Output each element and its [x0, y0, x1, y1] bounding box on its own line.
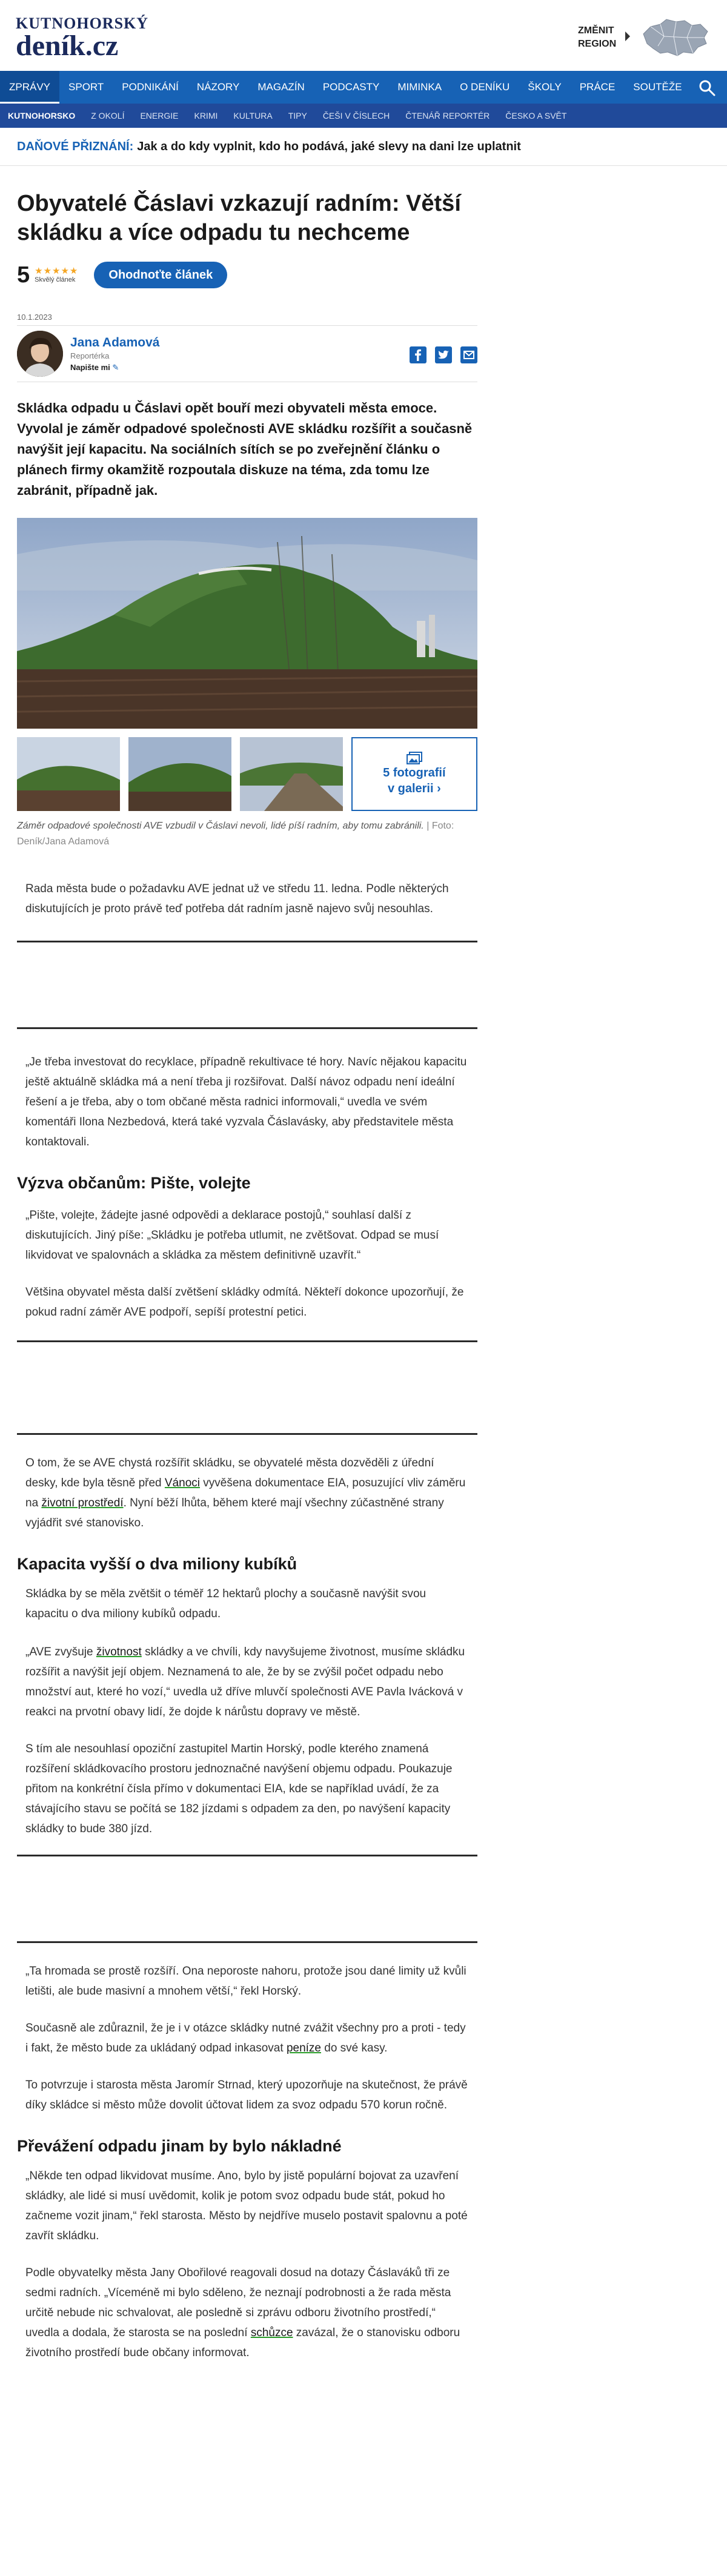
caption-credit: Foto: Deník/Jana Adamová: [17, 821, 454, 847]
gallery-link-text: v galerii ›: [387, 782, 441, 795]
link-vanoce[interactable]: Vánoci: [164, 1477, 201, 1489]
photo-caption: Záměr odpadové společnosti AVE vzbudil v Čáslavi nevoli, lidé píší radním, aby tomu zabránili. | Foto: Deník/Jana Adamová: [17, 821, 454, 847]
photo-gallery-icon: [406, 752, 423, 765]
czech-map-icon[interactable]: [640, 16, 711, 58]
share-buttons: [410, 346, 477, 363]
ad-slot: [17, 942, 477, 1027]
nav-sport[interactable]: SPORT: [68, 81, 104, 93]
article: [17, 189, 477, 2363]
article-rating: [17, 260, 477, 290]
region-label-2: REGION: [578, 39, 617, 49]
link-penize[interactable]: peníze: [286, 2042, 321, 2055]
landfill-photo: [17, 518, 477, 729]
rating-value: 5: [17, 262, 30, 288]
paragraph-3: „Pište, volejte, žádejte jasné odpovědi a deklarace postojů,“ souhlasí další z diskutujících. Jiný píše: „Skládku je potřeba utlumit, ne zvětšovat. Odpad se musí likvidovat ve spalovnách a skládka za městem definitivně uzavřít.“: [25, 1209, 439, 1262]
gallery-thumb[interactable]: [128, 737, 231, 811]
subnav-energie[interactable]: ENERGIE: [140, 111, 179, 121]
subnav-kutnohorsko[interactable]: KUTNOHORSKO: [8, 111, 76, 121]
paragraph-2: „Je třeba investovat do recyklace, případně rekultivace té hory. Navíc nějakou kapacitu ještě aktuálně skládka má a není třeba ji rozšiřovat. Další návoz odpadu není ideální řešení a je třeba, aby o tom občané města radnici informovali,“ uvedla ve svém komentáři Ilona Nezbedová, která také vyzvala Čáslavásky, aby představitele města kontaktovali.: [25, 1056, 467, 1148]
subnav-kultura[interactable]: KULTURA: [233, 111, 273, 121]
subnav-krimi[interactable]: KRIMI: [194, 111, 218, 121]
region-label-1: ZMĚNIT: [578, 25, 614, 36]
nav-podnikani[interactable]: PODNIKÁNÍ: [122, 81, 179, 93]
subheading-2: Kapacita vyšší o dva miliony kubíků: [17, 1555, 297, 1573]
gallery-count: 5 fotografií: [383, 766, 446, 780]
nav-podcasty[interactable]: PODCASTY: [322, 81, 380, 93]
logo-brand: deník.cz: [16, 30, 119, 62]
subheading-1: Výzva občanům: Pište, volejte: [17, 1174, 251, 1192]
nav-miminka[interactable]: MIMINKA: [397, 81, 442, 93]
author-avatar[interactable]: [17, 331, 63, 377]
email-icon[interactable]: [460, 346, 477, 363]
subnav-cesi-v-cislech[interactable]: ČEŠI V ČÍSLECH: [322, 111, 390, 121]
write-label: Napište mi: [70, 362, 110, 372]
subnav-z-okoli[interactable]: Z OKOLÍ: [91, 111, 125, 121]
link-zivotnost[interactable]: životnost: [96, 1646, 142, 1658]
twitter-icon[interactable]: [435, 346, 452, 363]
avatar-image: [17, 331, 63, 377]
author-role: Reportérka: [70, 351, 110, 360]
write-to-author-link[interactable]: [70, 363, 159, 372]
author-box: [17, 326, 477, 382]
chevron-right-icon: [625, 31, 630, 41]
author-name[interactable]: Jana Adamová: [70, 335, 160, 349]
gallery-thumb[interactable]: [240, 737, 343, 811]
article-title: Obyvatelé Čáslavi vzkazují radním: Větší skládku a více odpadu tu nechceme: [17, 191, 461, 245]
gallery-thumbnails: [17, 737, 477, 811]
site-logo[interactable]: [16, 15, 148, 60]
thumb-image: [128, 737, 231, 811]
change-region-button[interactable]: [578, 24, 616, 51]
ad-slot: [17, 1856, 477, 1941]
edit-icon: ✎: [112, 362, 119, 372]
site-header: [0, 0, 727, 71]
paragraph-4: Většina obyvatel města další zvětšení skládky odmítá. Někteří dokonce upozorňují, že pokud radní záměr AVE podpoří, sepíší protestní petici.: [25, 1286, 464, 1319]
paragraph-7: „AVE zvyšuje životnost skládky a ve chvíli, kdy navyšujeme životnost, musíme skládku rozšířit a navýšit její objem. Neznamená to ale, že by se zvýšil počet odpadu nebo množství aut, které ho vozí,“ uvedla už dříve mluvčí společnosti AVE Pavla Ivácková v reakci na prvotní obavy lidí, že dojde k nárůstu dopravy ve městě.: [25, 1646, 465, 1718]
paragraph-5: O tom, že se AVE chystá rozšířit skládku, se obyvatelé města dozvěděli z úřední desky, kde byla těsně před Vánoci vyvěšena dokumentace EIA, posuzující vliv záměru na životní prostředí. Nyní běží lhůta, během které mají všechny zúčastněné strany vyjádřit své stanovisko.: [25, 1457, 466, 1529]
search-icon[interactable]: [698, 79, 716, 97]
star-icons: ★★★★★: [35, 266, 79, 276]
sub-navigation: [0, 104, 727, 128]
thumb-image: [240, 737, 343, 811]
paragraph-8: S tím ale nesouhlasí opoziční zastupitel Martin Horský, podle kterého znamená rozšíření skládkovacího prostoru jednoznačné navýšení objemu odpadu. Poukazuje přitom na konkrétní čísla přímo v dokumentaci EIA, kde se například uvádí, že za stávajícího stavu se počítá se 182 jízdami s odpadem za den, po navýšení kapacity skládky to bude 380 jízd.: [25, 1743, 453, 1835]
nav-nazory[interactable]: NÁZORY: [196, 81, 240, 93]
nav-souteze[interactable]: SOUTĚŽE: [633, 81, 682, 93]
gallery-link-button[interactable]: [351, 737, 477, 811]
promo-kicker: DAŇOVÉ PŘIZNÁNÍ:: [17, 139, 134, 153]
nav-skoly[interactable]: ŠKOLY: [528, 81, 562, 93]
paragraph-6: Skládka by se měla zvětšit o téměř 12 hektarů plochy a současně navýšit svou kapacitu o dva miliony kubíků odpadu.: [25, 1588, 427, 1620]
subheading-3: Převážení odpadu jinam by bylo nákladné: [17, 2137, 342, 2155]
article-perex: Skládka odpadu u Čáslavi opět bouří mezi obyvateli města emoce. Vyvolal je záměr odpadové společnosti AVE skládku rozšířit a současně navýšit její kapacitu. Na sociálních sítích se po zveřejnění článku o plánech firmy okamžitě rozpoutala diskuze na téma, zda tomu lze zabránit, případně jak.: [17, 400, 473, 498]
paragraph-11: To potvrzuje i starosta města Jaromír Strnad, který upozorňuje na skutečnost, že právě díky skládce si město může dovolit účtovat lidem za svoz odpadu 570 korun ročně.: [25, 2079, 468, 2111]
main-navigation: [0, 71, 727, 104]
paragraph-13: Podle obyvatelky města Jany Obořilové reagovali dosud na dotazy Čáslaváků tři ze sedmi radních. „Víceméně mi bylo sděleno, že neznají podrobnosti a že rada města určitě nebude nic schvalovat, ale posledně si zprávu odboru životního prostředí,“ uvedla a dodala, že starosta se na poslední schůzce zavázal, že o stanovisku odboru životního prostředí bude občany informovat.: [25, 2266, 460, 2359]
nav-magazin[interactable]: MAGAZÍN: [257, 81, 305, 93]
subnav-cesko-a-svet[interactable]: ČESKO A SVĚT: [505, 111, 567, 121]
promo-text: Jak a do kdy vyplnit, kdo ho podává, jaké slevy na dani lze uplatnit: [137, 139, 521, 153]
gallery-thumb[interactable]: [17, 737, 120, 811]
rating-stars: [35, 267, 78, 283]
thumb-image: [17, 737, 120, 811]
link-zivotni-prostredi[interactable]: životní prostředí: [41, 1497, 124, 1509]
paragraph-12: „Někde ten odpad likvidovat musíme. Ano, bylo by jistě populární bojovat za uzavření skládky, ale lidé si musí uvědomit, kolik je potom svoz odpadu bude stát, pokud ho začneme vozit jinam,“ řekl starosta. Město by nejdříve muselo postavit spalovnu a poté zavřít skládku.: [25, 2170, 468, 2242]
subnav-tipy[interactable]: TIPY: [288, 111, 307, 121]
article-date: 10.1.2023: [17, 313, 477, 326]
nav-prace[interactable]: PRÁCE: [579, 81, 616, 93]
paragraph-10: Současně ale zdůraznil, že je i v otázce skládky nutné zvážit všechny pro a proti - tedy i fakt, že město bude za ukládaný odpad inkasovat peníze do své kasy.: [25, 2022, 466, 2055]
promo-banner[interactable]: [0, 128, 727, 166]
facebook-icon[interactable]: [410, 346, 427, 363]
logo-region: KUTNOHORSKÝ: [16, 15, 149, 32]
paragraph-9: „Ta hromada se prostě rozšíří. Ona neporoste nahoru, protože jsou dané limity už kvůli letišti, ale bude masivní a mnohem větší,“ řekl Horský.: [25, 1965, 466, 1998]
link-schuzce[interactable]: schůzce: [250, 2326, 293, 2339]
rate-article-button[interactable]: Ohodnoťte článek: [94, 262, 227, 288]
paragraph-1: Rada města bude o požadavku AVE jednat už ve středu 11. ledna. Podle některých diskutujících je proto právě teď potřeba dát radním jasně najevo svůj nesouhlas.: [25, 882, 449, 915]
subnav-ctenar-reporter[interactable]: ČTENÁŘ REPORTÉR: [405, 111, 490, 121]
rating-label: Skvělý článek: [35, 276, 76, 283]
ad-slot: [17, 1342, 477, 1433]
caption-text: Záměr odpadové společnosti AVE vzbudil v Čáslavi nevoli, lidé píší radním, aby tomu zabránili.: [17, 821, 424, 831]
nav-o-deniku[interactable]: O DENÍKU: [460, 81, 510, 93]
nav-zpravy[interactable]: ZPRÁVY: [0, 71, 59, 104]
hero-photo[interactable]: [17, 518, 477, 729]
